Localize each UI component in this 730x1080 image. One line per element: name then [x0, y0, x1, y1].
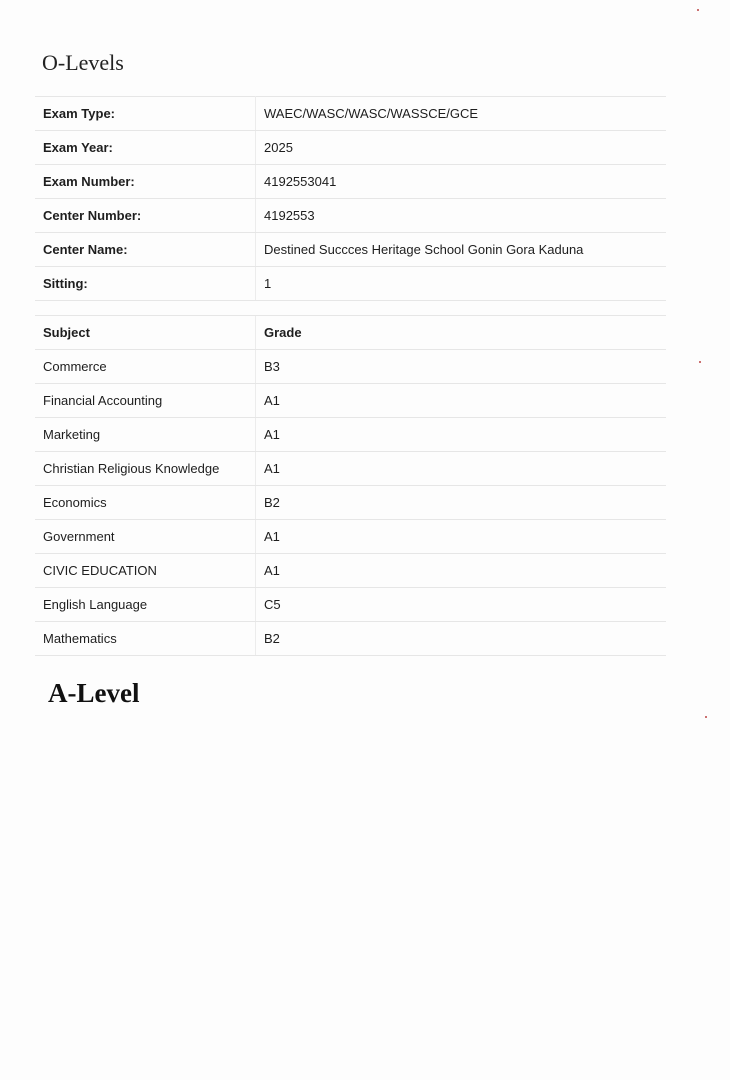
table-row	[35, 588, 666, 622]
subject-cell: Mathematics	[35, 622, 256, 656]
olevels-heading: O-Levels	[42, 50, 124, 75]
subject-cell: Commerce	[35, 350, 256, 384]
subject-cell: Economics	[35, 486, 256, 520]
subject-cell: Marketing	[35, 418, 256, 452]
info-label: Center Number:	[35, 199, 256, 233]
subject-cell: English Language	[35, 588, 256, 622]
info-label: Exam Number:	[35, 165, 256, 199]
info-value: 4192553041	[256, 165, 667, 199]
info-value: WAEC/WASC/WASC/WASSCE/GCE	[256, 97, 667, 131]
info-label: Exam Type:	[35, 97, 256, 131]
grade-cell: C5	[256, 588, 667, 622]
scan-speck	[697, 9, 699, 11]
info-row-exam-year	[35, 131, 666, 165]
table-row	[35, 622, 666, 656]
grade-cell: A1	[256, 554, 667, 588]
subject-cell: CIVIC EDUCATION	[35, 554, 256, 588]
table-row	[35, 554, 666, 588]
results-header-row	[35, 316, 666, 350]
grade-cell: B2	[256, 622, 667, 656]
scan-speck	[699, 361, 701, 363]
subject-cell: Financial Accounting	[35, 384, 256, 418]
info-value: 4192553	[256, 199, 667, 233]
info-row-exam-number	[35, 165, 666, 199]
grade-cell: A1	[256, 418, 667, 452]
info-value: 1	[256, 267, 667, 301]
table-row	[35, 520, 666, 554]
results-table	[35, 96, 666, 656]
info-value: Destined Succces Heritage School Gonin Gora Kaduna	[256, 233, 667, 267]
table-row	[35, 418, 666, 452]
table-spacer	[35, 301, 666, 316]
grade-cell: A1	[256, 452, 667, 486]
info-label: Exam Year:	[35, 131, 256, 165]
info-row-center-number	[35, 199, 666, 233]
alevel-heading: A-Level	[48, 678, 140, 708]
table-row	[35, 384, 666, 418]
grade-cell: B2	[256, 486, 667, 520]
spacer-cell	[256, 301, 667, 316]
grade-column-header: Grade	[256, 316, 667, 350]
info-value: 2025	[256, 131, 667, 165]
spacer-cell	[35, 301, 256, 316]
table-row	[35, 452, 666, 486]
info-row-center-name	[35, 233, 666, 267]
subject-cell: Christian Religious Knowledge	[35, 452, 256, 486]
info-row-sitting	[35, 267, 666, 301]
grade-cell: B3	[256, 350, 667, 384]
table-row	[35, 350, 666, 384]
info-label: Sitting:	[35, 267, 256, 301]
subject-cell: Government	[35, 520, 256, 554]
info-row-exam-type	[35, 97, 666, 131]
subject-column-header: Subject	[35, 316, 256, 350]
grade-cell: A1	[256, 384, 667, 418]
table-row	[35, 486, 666, 520]
grade-cell: A1	[256, 520, 667, 554]
info-label: Center Name:	[35, 233, 256, 267]
scan-speck	[705, 716, 707, 718]
